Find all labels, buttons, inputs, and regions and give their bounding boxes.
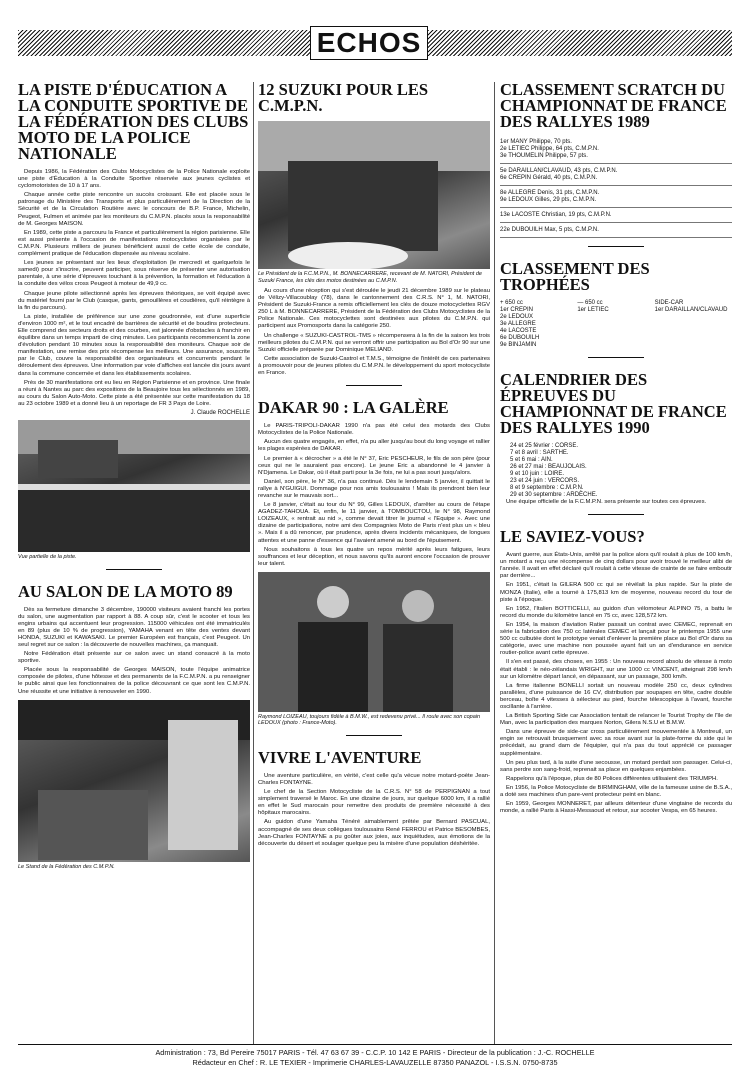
photo-caption: Le Président de la F.C.M.P.N., M. BONNECARRERE, recevant de M. NATORI, Président de Suzuki France, les clés des motos destinées au C.M.P.N. [258, 271, 482, 284]
article-title: CALENDRIER DES ÉPREUVES DU CHAMPIONNAT DE FRANCE DES RALLYES 1990 [500, 370, 727, 437]
article-title: AU SALON DE LA MOTO 89 [18, 581, 233, 601]
footer [18, 1044, 732, 1068]
article-saviez [500, 529, 732, 815]
separator [588, 514, 644, 515]
trophy-header: — 650 cc [577, 300, 603, 306]
ranking-entry: 22e DUBOUILH Max, 5 pts, C.M.P.N. [500, 227, 599, 233]
ranking-entry: 13e LACOSTE Christian, 19 pts, C.M.P.N. [500, 212, 612, 218]
photo-caption: Le Stand de la Fédération des C.M.P.N. [18, 863, 115, 870]
article-salon [18, 581, 250, 871]
trophy-entry: 6e DUBOUILH [500, 335, 540, 341]
paragraph: Un peu plus tard, à la suite d'une secousse, un motard perdait son passager. Celui-ci, sans perdre son sang-froid, reprenait sa place en quelques enjambées. [500, 759, 732, 773]
separator [106, 569, 162, 570]
separator [588, 357, 644, 358]
article-title: VIVRE L'AVENTURE [258, 747, 422, 767]
paragraph: Placée sous la responsabilité de Georges MAISON, toute l'équipe animatrice composée de pilotes, d'une hôtesse et des permanents de la F.C.M.P.N. a pu renseigner le public ainsi que les fonctionnaires de la police découvrant ce que sont les C.M.P.N. Une réussite et une initiative à renouveler en 1990. [18, 667, 250, 695]
article-scratch [500, 82, 732, 247]
paragraph: Depuis 1986, la Fédération des Clubs Motocyclistes de la Police Nationale exploite une piste d'Éducation à la Conduite Sportive réservée aux jeunes cyclistes et cyclomotoristes de 10 à 17 ans. [18, 169, 250, 190]
article-aventure [258, 747, 490, 848]
trophy-column-plus650 [500, 300, 577, 349]
paragraph: Il s'en est passé, des choses, en 1955 : Un nouveau record absolu de vitesse à moto était établi : le néo-zélandais WRIGHT, sur une 1000 cc VINCENT, atteignait 298 km/h sur un kilomètre départ lancé, en dépassant, sur un passage, 300 km/h. [500, 659, 732, 680]
article-title: LA PISTE D'ÉDUCATION A LA CONDUITE SPORTIVE DE LA FÉDÉRATION DES CLUBS MOTO DE LA POLICE NATIONALE [18, 80, 249, 163]
ranking-entry: 3e THOUMELIN Philippe, 57 pts. [500, 153, 588, 159]
paragraph: Notre Fédération était présente sur ce salon avec un stand consacré à la moto sportive. [18, 651, 250, 665]
paragraph: Dès sa fermeture dimanche 3 décembre, 190000 visiteurs avaient franchi les portes du salon, une augmentation par rapport à 88. A coup sûr, c'est le scooter et tous les engins urbains qui accentuent leur progression. 115000 véhicules ont été immatriculés en 89 (plus de 10 % de progression), YAMAHA venant en tête des ventes devant HONDA, SUZUKI et KAWASAKI. Le premier Européen est français, c'est Peugeot. Un seul regret sur ce salon : la découverte de nouvelles machines, ça manquait. [18, 606, 250, 648]
calendar-list [500, 443, 732, 499]
signature: J. Claude ROCHELLE [190, 410, 250, 416]
paragraph: La piste, installée de préférence sur une zone goudronnée, est d'une superficie d'environ 1000 m², et le tout encadré de barrières de sécurité et de boudins protecteurs. Elle comprend des secteurs droits et des courbes, est jalonnée d'obstacles à franchir en équilibre dans un temps imparti de cinq minutes. Les participants recommencent la zone d'évolution pendant 10 minutes sous la responsabilité des moniteurs. Chaque soir de manifestation, une remise des prix récompense les meilleurs. Une assurance, souscrite par le Club, couvre la responsabilité des organisateurs et concurrents pendant le déroulement des épreuves. Une information par voie d'affiches est lancée dix jours avant dans la commune concernée et dans les établissements scolaires. [18, 313, 250, 377]
separator [346, 385, 402, 386]
photo-suzuki [258, 121, 490, 269]
paragraph: Les jeunes se présentant sur les lieux d'exploitation (le mercredi et quelquefois le samedi) pour s'inscrire, peuvent participer, sous réserve de présenter une autorisation parentale, à une série d'épreuves touchant à la prévention, la formation et l'éducation à la conduite des vélos cross Peugeot à moteur de 49,9 cc. [18, 260, 250, 288]
paragraph: Chaque année cette piste rencontre un succès croissant. Elle est placée sous le patronage du Ministère des Transports et plus particulièrement de la Direction de la Sécurité et de la Circulation Routière avec le concours de B.P. France, Michelin, Peugeot, Fulmen et animée par les moniteurs du C.M.P.N. placés sous la responsabilité de M. Georges MAISON. [18, 192, 250, 227]
trophy-header: SIDE-CAR [654, 300, 684, 306]
paragraph: Le premier à « décrocher » a été le N° 37, Eric PESCHEUR, le fils de son père (pour ceux qui ne le sauraient pas encore). Le jeune Eric a abandonné le 4 janvier à N'Djamena. Le Dakar, où il était parti pour la 3e fois, ne lui a pas souri jusqu'alors. [258, 455, 490, 476]
paragraph: Rappelons qu'à l'époque, plus de 80 Polices différentes utilisaient des TRIUMPH. [506, 775, 718, 782]
paragraph: Avant guerre, aux États-Unis, arrêté par la police alors qu'il roulait à plus de 100 km/h, un motard a reçu une récompense de cinq dollars pour avoir trouvé le meilleur alibi de l'année. Il avait en effet déclaré qu'il roulait à cette vitesse de crainte de se faire emboutir par derrière... [500, 552, 732, 580]
paragraph: Daniel, son père, le N° 36, n'a pas continué. Dès le lendemain 5 janvier, il quittait le rallye à N'GUIGUI. Dommage pour nos amis toulousains ! Mais ils prendront bien leur revanche sur le mauvais sort... [258, 478, 490, 499]
column-left [18, 82, 250, 874]
paragraph: Nous souhaitons à tous les quatre un repos mérité après leurs fatigues, leurs souffrances et leur déception, et nous savons qu'ils auront encore l'occasion de prouver leur talent. [258, 546, 490, 567]
trophy-column-minus650 [577, 300, 654, 349]
trophy-entry: 9e BINJAMIN [500, 342, 537, 348]
paragraph: La British Sporting Side car Association tentait de relancer le Tourist Trophy de l'île de Man, avec la participation des marques Norton, Gilera N.S.U et B.M.W. [500, 713, 732, 727]
trophy-header: + 650 cc [500, 300, 523, 306]
photo-caption: Vue partielle de la piste. [18, 554, 77, 560]
article-calendrier [500, 372, 732, 515]
footer-line: Administration : 73, Bd Pereire 75017 PARIS - Tél. 47 63 67 39 - C.C.P. 10 142 E PARIS - Directeur de la publication : J.-C. ROCHELLE [155, 1048, 595, 1057]
ranking-group [500, 225, 732, 238]
column-middle [258, 82, 490, 850]
paragraph: Aucun des quatre engagés, en effet, n'a pu aller jusqu'au bout du long voyage et rallier les plages espérées de DAKAR. [258, 439, 490, 453]
photo-dakar [258, 572, 490, 712]
trophy-column-sidecar [655, 300, 732, 349]
ranking-group [500, 210, 732, 223]
article-trophees [500, 261, 732, 358]
article-piste [18, 82, 250, 570]
article-title: DAKAR 90 : LA GALÈRE [258, 398, 449, 418]
calendar-date: 9 et 10 juin : LOIRE. [510, 471, 565, 477]
article-suzuki [258, 82, 490, 386]
ranking-entry: 2e LETIEC Philippe, 64 pts, C.M.P.N. [500, 146, 599, 152]
paragraph: En 1956, la Police Motocycliste de BIRMINGHAM, ville de la fameuse usine de B.S.A., a doté ses machines d'un pare-vent protecteur peint en blanc. [500, 784, 732, 798]
ranking-group [500, 137, 732, 164]
calendar-date: 26 et 27 mai : BEAUJOLAIS. [510, 464, 587, 470]
trophy-entry: 4e LACOSTE [500, 328, 537, 334]
paragraph: La firme italienne BONELLI sortait un nouveau modèle 250 cc, deux cylindres parallèles, d'une puissance de 16 CV, distribution par soupapes en tête, cadre double berceau, boîte 4 vitesses à sélecteur au pied, fourche télescopique à l'avant, fourche oscillante à l'arrière. [500, 682, 732, 710]
article-title: 12 SUZUKI POUR LES C.M.P.N. [258, 80, 429, 115]
column-divider [494, 82, 495, 1044]
article-dakar [258, 400, 490, 736]
calendar-date: 7 et 8 avril : SARTHE. [510, 450, 569, 456]
paragraph: Au guidon d'une Yamaha Ténéré aimablement prêtée par Bernard PASCUAL, accompagné de ses deux collègues toulousains René FERROU et Patrice BESOMBES, Jean-Charles FONTAYNE a pu goûter aux joies, aux inquiétudes, aux émotions de la découverte du désert et soulager quelque peu la misère d'une population déshéritée. [258, 819, 490, 847]
calendar-date: 23 et 24 juin : VERCORS. [510, 478, 580, 484]
calendar-date: 5 et 6 mai : AIN. [510, 457, 553, 463]
ranking-entry: 5e DARAILLAN/CLAVAUD, 43 pts, C.M.P.N. [500, 168, 618, 174]
paragraph: Un challenge « SUZUKI-CASTROL-TMS » récompensera à la fin de la saison les trois meilleurs pilotes du C.M.P.N. qui se verront offrir une participation au Bol d'Or 90 sur une Suzuki officielle préparée par Dominique MELIAND. [258, 332, 490, 353]
ranking-list [500, 137, 732, 238]
trophy-entry: 1er DARAILLAN/CLAVAUD [654, 307, 728, 313]
ranking-entry: 8e ALLEGRE Denis, 31 pts, C.M.P.N. [500, 190, 600, 196]
header-hatch-left [18, 30, 310, 56]
paragraph: En 1989, cette piste a parcouru la France et particulièrement la région parisienne. Elle est aussi présente à l'occasion de manifestations motocyclistes organisées par le C.M.P.N. Plusieurs milliers de jeunes bénéficient aussi de cette école de conduite, complément pratique de l'éducation dispensée au niveau scolaire. [18, 229, 250, 258]
header-hatch-right [428, 30, 732, 56]
paragraph: Près de 30 manifestations ont eu lieu en Région Parisienne et en province. Une finale a réuni à Nantes au parc des expositions de la Beaujoire tous les sélectionnés en 1989, au cours du Salon Auto-Moto. Cette piste a été présentée sur cette manifestation du 18 au 23 octobre 1989 et a donné lieu à un reportage de FR 3 Pays de Loire. [18, 379, 250, 407]
paragraph: En 1954, la maison d'aviation Ratier passait un contrat avec CEMEC, reprenait en série la fabrication des 750 cc latérales CEMEC et lançait pour le printemps 1955 une 500 cc culbutée dont le prototype venait d'enlever la première place au Bol d'Or dans sa catégorie, avec une machine non poussée ayant fait un an d'endurance en service routier-police avant cette épreuve. [500, 621, 732, 657]
paragraph: Au cours d'une réception qui s'est déroulée le jeudi 21 décembre 1989 sur le plateau de Vélizy-Villacoublay (78), dans le cantonnement des C.R.S. N° 1, M. NATORI, Président de Suzuki-France a remis officiellement les clés de douze motocyclettes RGV 250 L à M. BONNECARRERE, Président de la Fédération des Clubs Motocyclistes de la Police Nationale. Ces motocyclettes sont destinées aux pilotes du C.M.P.N. qui participent aux Promosports dans la catégorie 250. [258, 288, 490, 330]
paragraph: Dans une épreuve de side-car cross particulièrement mouvementée à Montreuil, un engin se retrouvait brusquement avec sa roue avant sur la plate-forme du side qui le précédait, au grand dam de l'équipier, qui n'a pas du tout apprécié ce passager supplémentaire. [500, 729, 732, 757]
trophy-entry: 3e ALLEGRE [500, 321, 536, 327]
paragraph: Le 8 janvier, c'était au tour du N° 99, Gilles LEDOUX, d'arrêter au cours de l'étape AGADEZ-TAHOUA. Et, enfin, le 11 janvier, à TOMBOUCTOU, le N° 98, Raymond LOIZEAUX, « rentrait au nid », comme devait titrer le journal « l'Equipe ». Avec une dizaine de participations, notre ami des Compagnies Moto de Paris n'est plus un « bleu ». Mais il a dû renoncer, par prudence, après divers incidents mécaniques, de longues attentes et une panne d'essence qui l'avaient amené au bord de l'épuisement. [258, 502, 490, 544]
photo-piste [18, 420, 250, 552]
article-title: CLASSEMENT DES TROPHÉES [500, 259, 650, 294]
paragraph: Le chef de la Section Motocycliste de la C.R.S. N° 58 de PERPIGNAN a tout simplement traversé le Maroc. En une dizaine de jours, sur quelque 6000 km, il a rallié en effet le Sud marocain pour remettre des produits de première nécessité à des hôpitaux marocains. [258, 789, 490, 817]
ranking-group [500, 188, 732, 208]
trophy-table [500, 300, 732, 349]
trophy-entry: 1er CREPIN [500, 307, 534, 313]
paragraph: Chaque jeune pilote sélectionné après les épreuves théoriques, se voit équipé avec du matériel fourni par le Club (casque, gants, genouillères et coudières, qu'il réintègre à la fin du parcours). [18, 290, 250, 311]
paragraph: En 1951, c'était la GILERA 500 cc qui se révélait la plus rapide. Sur la piste de MONZA (Italie), elle a tourné à 175,813 km de moyenne, nouveau record du tour de piste à l'époque. [500, 582, 732, 603]
paragraph: En 1952, l'Italien BOTTICELLI, au guidon d'un vélomoteur ALPINO 75, a battu le record du monde du kilomètre lancé en 75 cc, avec 128,572 km. [500, 605, 732, 619]
paragraph: Cette association de Suzuki-Castrol et T.M.S., témoigne de l'intérêt de ces partenaires à promouvoir pour de jeunes pilotes du C.M.P.N. le développement du sport motocycliste en France. [258, 355, 490, 377]
paragraph: Une aventure particulière, en vérité, c'est celle qu'a vécue notre motard-poète Jean-Charles FONTAYNE. [258, 772, 490, 786]
trophy-entry: 1er LETIEC [577, 307, 609, 313]
paragraph: Le PARIS-TRIPOLI-DAKAR 1990 n'a pas été celui des motards des Clubs Motocyclistes de la Police Nationale. [258, 423, 490, 437]
calendar-date: 8 et 9 septembre : C.M.P.N. [510, 485, 584, 491]
separator [346, 735, 402, 736]
ranking-entry: 1er MANY Philippe, 70 pts. [500, 139, 572, 145]
column-right [500, 82, 732, 817]
calendar-date: 24 et 25 février : CORSE. [510, 443, 579, 449]
separator [588, 246, 644, 247]
ranking-group [500, 166, 732, 186]
calendar-date: 29 et 30 septembre : ARDÈCHE. [510, 492, 598, 498]
paragraph: Une équipe officielle de la F.C.M.P.N. sera présente sur toutes ces épreuves. [506, 499, 707, 505]
trophy-entry: 2e LEDOUX [500, 314, 534, 320]
photo-stand [18, 700, 250, 862]
photo-caption: Raymond LOIZEAU, toujours fidèle à B.M.W., est redevenu privé... Il roule avec son copain LEDOUX (photo : France-Moto). [258, 713, 481, 727]
page-title: ECHOS [310, 26, 428, 60]
paragraph: En 1959, Georges MONNERET, par ailleurs détenteur d'une vingtaine de records du monde, a rallié Paris à Hassi-Messaoud et retour, sur scooter Vespa, en 65 heures. [500, 801, 732, 815]
article-title: LE SAVIEZ-VOUS? [500, 527, 645, 547]
footer-line: Rédacteur en Chef : R. LE TEXIER - Imprimerie CHARLES-LAVAUZELLE 87350 PANAZOL - I.S.S.N. 0750-8735 [192, 1058, 558, 1067]
ranking-entry: 9e LEDOUX Gilles, 29 pts, C.M.P.N. [500, 197, 597, 203]
ranking-entry: 6e CREPIN Gérald, 40 pts, C.M.P.N. [500, 175, 598, 181]
article-title: CLASSEMENT SCRATCH DU CHAMPIONNAT DE FRANCE DES RALLYES 1989 [500, 80, 727, 131]
column-divider [253, 82, 254, 1044]
